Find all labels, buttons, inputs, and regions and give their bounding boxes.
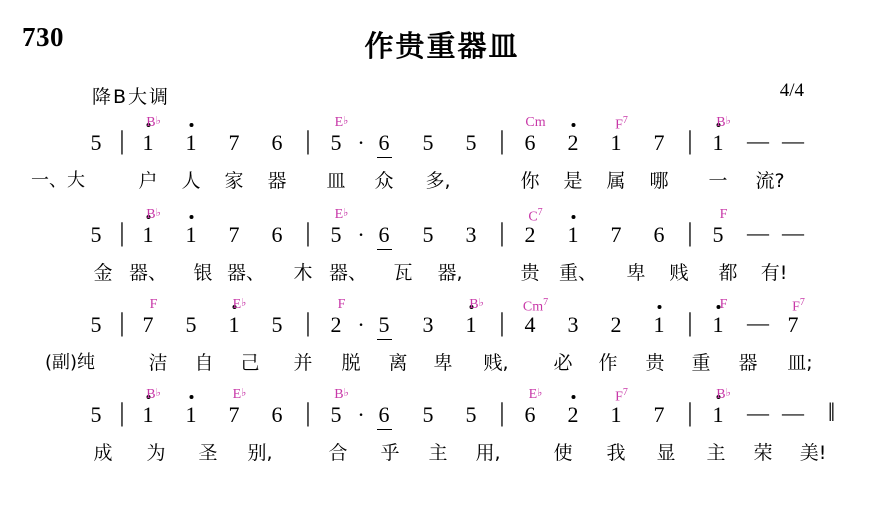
lyric-syllable: 己	[240, 352, 260, 374]
note-token: ·	[357, 312, 365, 337]
note-token: ·	[357, 222, 365, 247]
barline: |	[687, 398, 693, 427]
note-row-3	[18, 297, 866, 348]
lyric-syllable: 器、	[128, 262, 168, 284]
lyric-syllable: 户	[138, 170, 158, 192]
barline: |	[119, 398, 125, 427]
lyric-syllable: 流?	[755, 170, 785, 192]
note-token: 5	[465, 402, 477, 427]
note-token: 1	[654, 314, 665, 336]
note-token: 3	[567, 312, 579, 337]
note-token: 1 B♭	[712, 115, 731, 155]
lyric-syllable: 你	[520, 170, 540, 192]
barline: |	[119, 218, 125, 247]
note-token: —	[747, 128, 769, 153]
chord-symbol: E♭	[232, 297, 247, 312]
note-token: —	[747, 220, 769, 245]
lyric-syllable: 器、	[226, 262, 266, 284]
lyric-syllable: 别,	[247, 442, 273, 464]
note-token: —	[782, 128, 804, 153]
chord-symbol: $F^7$	[792, 297, 805, 315]
lyric-syllable: 卑	[433, 352, 453, 374]
chord-symbol: E♭	[334, 207, 349, 222]
note-token: 2 F	[330, 297, 346, 337]
octave-dot-icon	[571, 215, 575, 219]
lyric-syllable: 器,	[437, 262, 463, 284]
note-token: 5 F	[712, 207, 728, 247]
barline: |	[119, 126, 125, 155]
note-token: 5	[422, 402, 434, 427]
lyric-syllable: 成	[93, 442, 113, 464]
lyric-syllable: 都	[718, 262, 738, 284]
lyric-syllable: 并	[293, 352, 313, 374]
beam-underline	[377, 429, 392, 431]
note-row-2	[18, 207, 866, 258]
staff-system-1	[18, 115, 866, 196]
note-token: 5	[465, 130, 477, 155]
chord-symbol: B♭	[146, 207, 161, 222]
note-token: 7	[653, 402, 665, 427]
note-row-4	[18, 387, 866, 438]
note-token: —	[782, 220, 804, 245]
key-signature	[92, 82, 170, 109]
lyric-row-3	[18, 348, 866, 378]
note-token: 7 $F^7$	[787, 297, 805, 337]
lyric-syllable: 合	[328, 442, 348, 464]
note-token: 7 F	[142, 297, 158, 337]
barline: |	[305, 308, 311, 337]
lyric-syllable: 显	[656, 442, 676, 464]
lyric-syllable: 卑	[626, 262, 646, 284]
note-token: 5	[90, 312, 102, 337]
lyric-syllable: 主	[706, 442, 726, 464]
lyric-syllable: 木	[293, 262, 313, 284]
chord-symbol: B♭	[334, 387, 349, 402]
lyric-syllable: 器	[738, 352, 758, 374]
page-title: 作贵重器皿	[364, 29, 520, 63]
staff-system-3	[18, 297, 866, 378]
lyric-syllable: 乎	[380, 442, 400, 464]
note-token: 1 B♭	[712, 387, 731, 427]
note-token: 1 B♭	[465, 297, 484, 337]
lyric-syllable: 洁	[148, 352, 168, 374]
note-token: ·	[357, 130, 365, 155]
barline: |	[119, 308, 125, 337]
note-token: 2 $C^7$	[524, 207, 543, 247]
lyric-syllable: 贱	[669, 262, 689, 284]
octave-dot-icon	[189, 215, 193, 219]
note-token: 6	[379, 132, 390, 154]
note-token: 1 B♭	[142, 115, 161, 155]
lyric-syllable: 器、	[328, 262, 368, 284]
lyric-syllable: 一、大	[31, 170, 85, 191]
note-token: 1 E♭	[228, 297, 247, 337]
note-token: 6	[653, 222, 665, 247]
lyric-syllable: 器	[267, 170, 287, 192]
note-token: 5	[90, 222, 102, 247]
time-signature: 4/4	[779, 80, 804, 101]
chord-symbol: B♭	[716, 115, 731, 130]
chord-symbol: F	[149, 297, 158, 312]
note-token: 6	[271, 222, 283, 247]
note-token: 2	[610, 312, 622, 337]
barline: |	[499, 218, 505, 247]
lyric-syllable: 皿	[326, 170, 346, 192]
note-token: 6	[271, 130, 283, 155]
staff-system-2	[18, 207, 866, 288]
chord-symbol: Cm$^7$	[522, 297, 549, 315]
barline: |	[499, 126, 505, 155]
note-token: 7 E♭	[228, 387, 247, 427]
note-token: 5	[422, 130, 434, 155]
lyric-syllable: 美!	[799, 442, 827, 464]
lyric-row-2	[18, 258, 866, 288]
lyric-syllable: 皿;	[787, 352, 813, 374]
note-token: 1	[186, 132, 197, 154]
octave-dot-icon	[571, 395, 575, 399]
hymn-number: 730	[22, 22, 64, 52]
lyric-syllable: 为	[146, 442, 166, 464]
octave-dot-icon	[571, 123, 575, 127]
note-token: 5	[379, 314, 390, 336]
lyric-syllable: 主	[428, 442, 448, 464]
note-token: 5	[185, 312, 197, 337]
chord-symbol: E♭	[528, 387, 543, 402]
note-token: 1 $F^7$	[610, 387, 628, 427]
lyric-syllable: (副)纯	[44, 352, 96, 373]
note-token: 6	[271, 402, 283, 427]
lyric-syllable: 家	[224, 170, 244, 192]
lyric-syllable: 有!	[760, 262, 788, 284]
lyric-syllable: 银	[193, 262, 213, 284]
chord-symbol: $F^7$	[615, 387, 628, 405]
note-token: 6 Cm	[524, 115, 546, 155]
lyric-syllable: 重	[691, 352, 711, 374]
lyric-syllable: 自	[194, 352, 214, 374]
chord-symbol: $C^7$	[528, 207, 543, 225]
barline: |	[499, 308, 505, 337]
lyric-syllable: 使	[553, 442, 573, 464]
note-token: 7	[610, 222, 622, 247]
barline: |	[687, 218, 693, 247]
chord-symbol: F	[337, 297, 346, 312]
beam-underline	[377, 157, 392, 159]
lyric-syllable: 作	[598, 352, 618, 374]
note-token: 1 B♭	[142, 387, 161, 427]
note-token: 4 Cm$^7$	[522, 297, 549, 337]
note-token: 1 $F^7$	[610, 115, 628, 155]
note-token: 2	[568, 132, 579, 154]
chord-symbol: B♭	[146, 115, 161, 130]
lyric-syllable: 用,	[475, 442, 501, 464]
barline: |	[305, 218, 311, 247]
note-token: 5 E♭	[330, 207, 349, 247]
note-token: 1	[568, 224, 579, 246]
lyric-syllable: 众	[374, 170, 394, 192]
note-token: 6 E♭	[524, 387, 543, 427]
chord-symbol: $F^7$	[615, 115, 628, 133]
lyric-row-1	[18, 166, 866, 196]
barline: |	[687, 308, 693, 337]
note-token: 6	[379, 404, 390, 426]
note-token: 7	[653, 130, 665, 155]
lyric-syllable: 圣	[198, 442, 218, 464]
lyric-syllable: 贵	[645, 352, 665, 374]
lyric-syllable: 贱,	[483, 352, 509, 374]
barline: |	[687, 126, 693, 155]
note-token: 5	[90, 402, 102, 427]
note-token: 1 B♭	[142, 207, 161, 247]
chord-symbol: Cm	[525, 115, 546, 130]
note-row-1	[18, 115, 866, 166]
note-token: 1	[186, 224, 197, 246]
note-token: 7	[228, 130, 240, 155]
beam-underline	[377, 339, 392, 341]
note-token: 6	[379, 224, 390, 246]
lyric-syllable: 必	[553, 352, 573, 374]
lyric-syllable: 人	[181, 170, 201, 192]
note-token: 2	[568, 404, 579, 426]
chord-symbol: E♭	[334, 115, 349, 130]
note-token: 1 F	[712, 297, 728, 337]
lyric-syllable: 贵	[520, 262, 540, 284]
chord-symbol: B♭	[716, 387, 731, 402]
staff-system-4	[18, 387, 866, 468]
lyric-syllable: 瓦	[393, 262, 413, 284]
lyric-syllable: 离	[388, 352, 408, 374]
lyric-syllable: 多,	[425, 170, 451, 192]
barline: |	[499, 398, 505, 427]
chord-symbol: B♭	[469, 297, 484, 312]
beam-underline	[377, 249, 392, 251]
lyric-syllable: 重、	[558, 262, 598, 284]
lyric-syllable: 一	[708, 170, 728, 192]
note-token: 3	[422, 312, 434, 337]
barline: |	[305, 126, 311, 155]
octave-dot-icon	[657, 305, 661, 309]
note-token: 3	[465, 222, 477, 247]
note-token: —	[747, 400, 769, 425]
note-token: 5	[422, 222, 434, 247]
lyric-syllable: 属	[606, 170, 626, 192]
lyric-syllable: 脱	[341, 352, 361, 374]
lyric-syllable: 哪	[649, 170, 669, 192]
chord-symbol: F	[719, 297, 728, 312]
note-token: 5 E♭	[330, 115, 349, 155]
note-token: 5 B♭	[330, 387, 349, 427]
chord-symbol: F	[719, 207, 728, 222]
octave-dot-icon	[189, 123, 193, 127]
lyric-syllable: 是	[563, 170, 583, 192]
lyric-syllable: 荣	[753, 442, 773, 464]
barline: ‖	[827, 398, 833, 427]
note-token: 5	[271, 312, 283, 337]
key-signature-text: 降B大调	[92, 86, 171, 108]
octave-dot-icon	[189, 395, 193, 399]
note-token: 7	[228, 222, 240, 247]
note-token: ·	[357, 402, 365, 427]
note-token: 5	[90, 130, 102, 155]
chord-symbol: B♭	[146, 387, 161, 402]
lyric-syllable: 金	[93, 262, 113, 284]
chord-symbol: E♭	[232, 387, 247, 402]
barline: |	[305, 398, 311, 427]
note-token: —	[747, 310, 769, 335]
lyric-row-4	[18, 438, 866, 468]
note-token: 1	[186, 404, 197, 426]
lyric-syllable: 我	[606, 442, 626, 464]
note-token: —	[782, 400, 804, 425]
